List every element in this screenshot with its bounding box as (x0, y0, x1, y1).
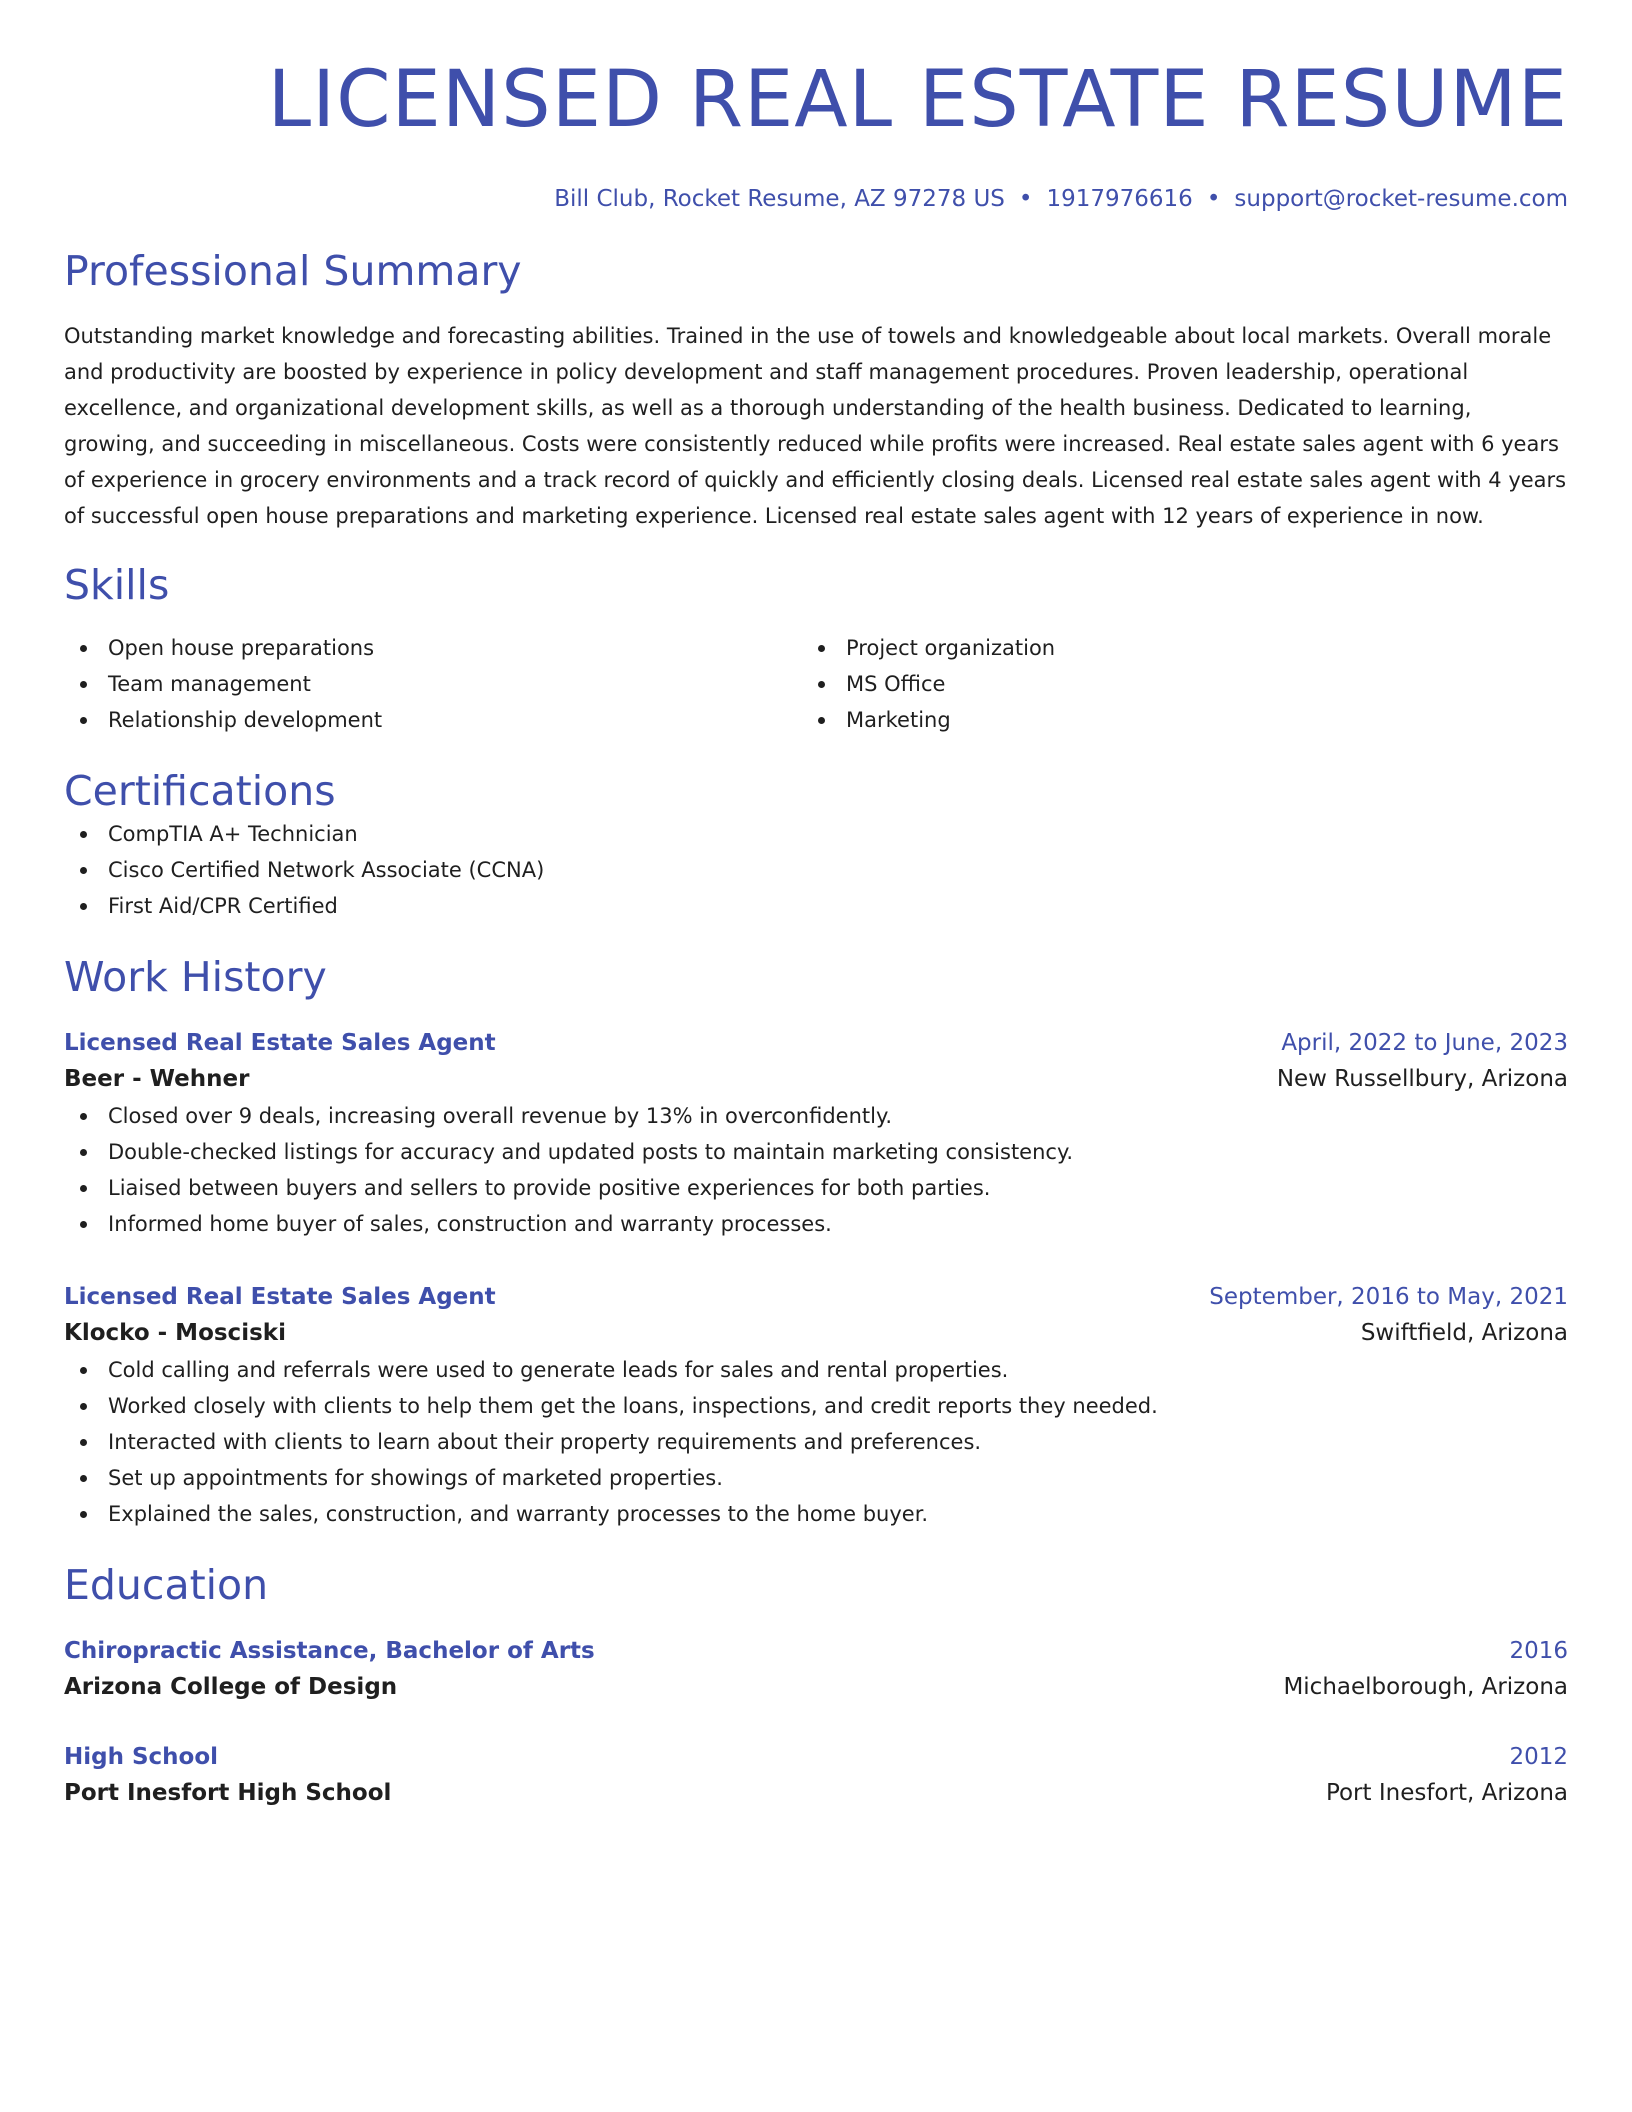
certification-item: Cisco Certified Network Associate (CCNA) (64, 852, 1568, 888)
job-title-row (64, 1026, 1568, 1060)
job-title: Licensed Real Estate Sales Agent (64, 1030, 496, 1056)
summary-text: Outstanding market knowledge and forecasting abilities. Trained in the use of towels and knowledgeable about local markets. Overall morale and productivity are boosted by experience in policy development and staff management procedures. Proven leadership, operational excellence, and organizational development skills, as well as a thorough understanding of the health business. Dedicated to learning, growing, and succeeding in miscellaneous. Costs were consistently reduced while profits were increased. Real estate sales agent with 6 years of experience in grocery environments and a track record of quickly and efficiently closing deals. Licensed real estate sales agent with 4 years of successful open house preparations and marketing experience. Licensed real estate sales agent with 12 years of experience in now. (64, 324, 1567, 528)
skills-list-left (64, 630, 802, 738)
education-school: Arizona College of Design (64, 1674, 398, 1700)
skill-item: Team management (64, 666, 802, 702)
education-degree-row (64, 1634, 1568, 1668)
certification-item: CompTIA A+ Technician (64, 816, 1568, 852)
job-bullet: Liaised between buyers and sellers to provide positive experiences for both parties. (64, 1170, 1568, 1206)
job-dates: April, 2022 to June, 2023 (1281, 1030, 1568, 1056)
job-entry (64, 1280, 1568, 1532)
skill-item: Marketing (802, 702, 1568, 738)
education-school: Port Inesfort High School (64, 1780, 392, 1806)
job-bullet: Interacted with clients to learn about their property requirements and preferences. (64, 1424, 1568, 1460)
skill-item: Relationship development (64, 702, 802, 738)
education-heading: Education (64, 1561, 269, 1609)
education-entry (64, 1740, 1568, 1812)
job-bullet: Worked closely with clients to help them get the loans, inspections, and credit reports they needed. (64, 1388, 1568, 1424)
job-dates: September, 2016 to May, 2021 (1209, 1284, 1568, 1310)
job-bullet: Cold calling and referrals were used to generate leads for sales and rental properties. (64, 1352, 1568, 1388)
work-history-heading: Work History (64, 953, 327, 1001)
skill-item: Project organization (802, 630, 1568, 666)
skills-grid (64, 630, 1568, 738)
job-bullet: Explained the sales, construction, and warranty processes to the home buyer. (64, 1496, 1568, 1532)
contact-separator: • (1206, 186, 1221, 212)
education-year: 2016 (1509, 1638, 1568, 1664)
job-company: Beer - Wehner (64, 1066, 250, 1092)
skills-list-right (802, 630, 1568, 738)
job-bullet: Informed home buyer of sales, construction and warranty processes. (64, 1206, 1568, 1242)
education-year: 2012 (1509, 1744, 1568, 1770)
job-location: Swiftfield, Arizona (1360, 1320, 1568, 1346)
education-school-row (64, 1774, 1568, 1812)
education-location: Port Inesfort, Arizona (1325, 1780, 1568, 1806)
job-company-row (64, 1314, 1568, 1352)
job-bullet: Double-checked listings for accuracy and updated posts to maintain marketing consistency. (64, 1134, 1568, 1170)
job-location: New Russellbury, Arizona (1276, 1066, 1568, 1092)
job-bullet: Closed over 9 deals, increasing overall revenue by 13% in overconfidently. (64, 1098, 1568, 1134)
certifications-list (64, 816, 1568, 924)
education-location: Michaelborough, Arizona (1283, 1674, 1568, 1700)
job-bullets (64, 1098, 1568, 1242)
job-company-row (64, 1060, 1568, 1098)
education-degree: Chiropractic Assistance, Bachelor of Arts (64, 1638, 595, 1664)
job-bullet: Set up appointments for showings of marketed properties. (64, 1460, 1568, 1496)
education-degree: High School (64, 1744, 219, 1770)
certifications-heading: Certifications (64, 767, 336, 815)
contact-line (64, 184, 1568, 214)
job-bullets (64, 1352, 1568, 1532)
education-school-row (64, 1668, 1568, 1706)
skills-heading: Skills (64, 561, 170, 609)
resume-title: LICENSED REAL ESTATE RESUME (267, 55, 1568, 145)
contact-separator: • (1018, 186, 1033, 212)
job-title-row (64, 1280, 1568, 1314)
education-degree-row (64, 1740, 1568, 1774)
contact-phone: 1917976616 (1046, 186, 1193, 212)
certification-item: First Aid/CPR Certified (64, 888, 1568, 924)
job-entry (64, 1026, 1568, 1242)
contact-email: support@rocket-resume.com (1234, 186, 1568, 212)
skill-item: MS Office (802, 666, 1568, 702)
job-company: Klocko - Mosciski (64, 1320, 286, 1346)
summary-heading: Professional Summary (64, 247, 522, 295)
skill-item: Open house preparations (64, 630, 802, 666)
job-title: Licensed Real Estate Sales Agent (64, 1284, 496, 1310)
contact-address: Bill Club, Rocket Resume, AZ 97278 US (554, 186, 1005, 212)
education-entry (64, 1634, 1568, 1706)
